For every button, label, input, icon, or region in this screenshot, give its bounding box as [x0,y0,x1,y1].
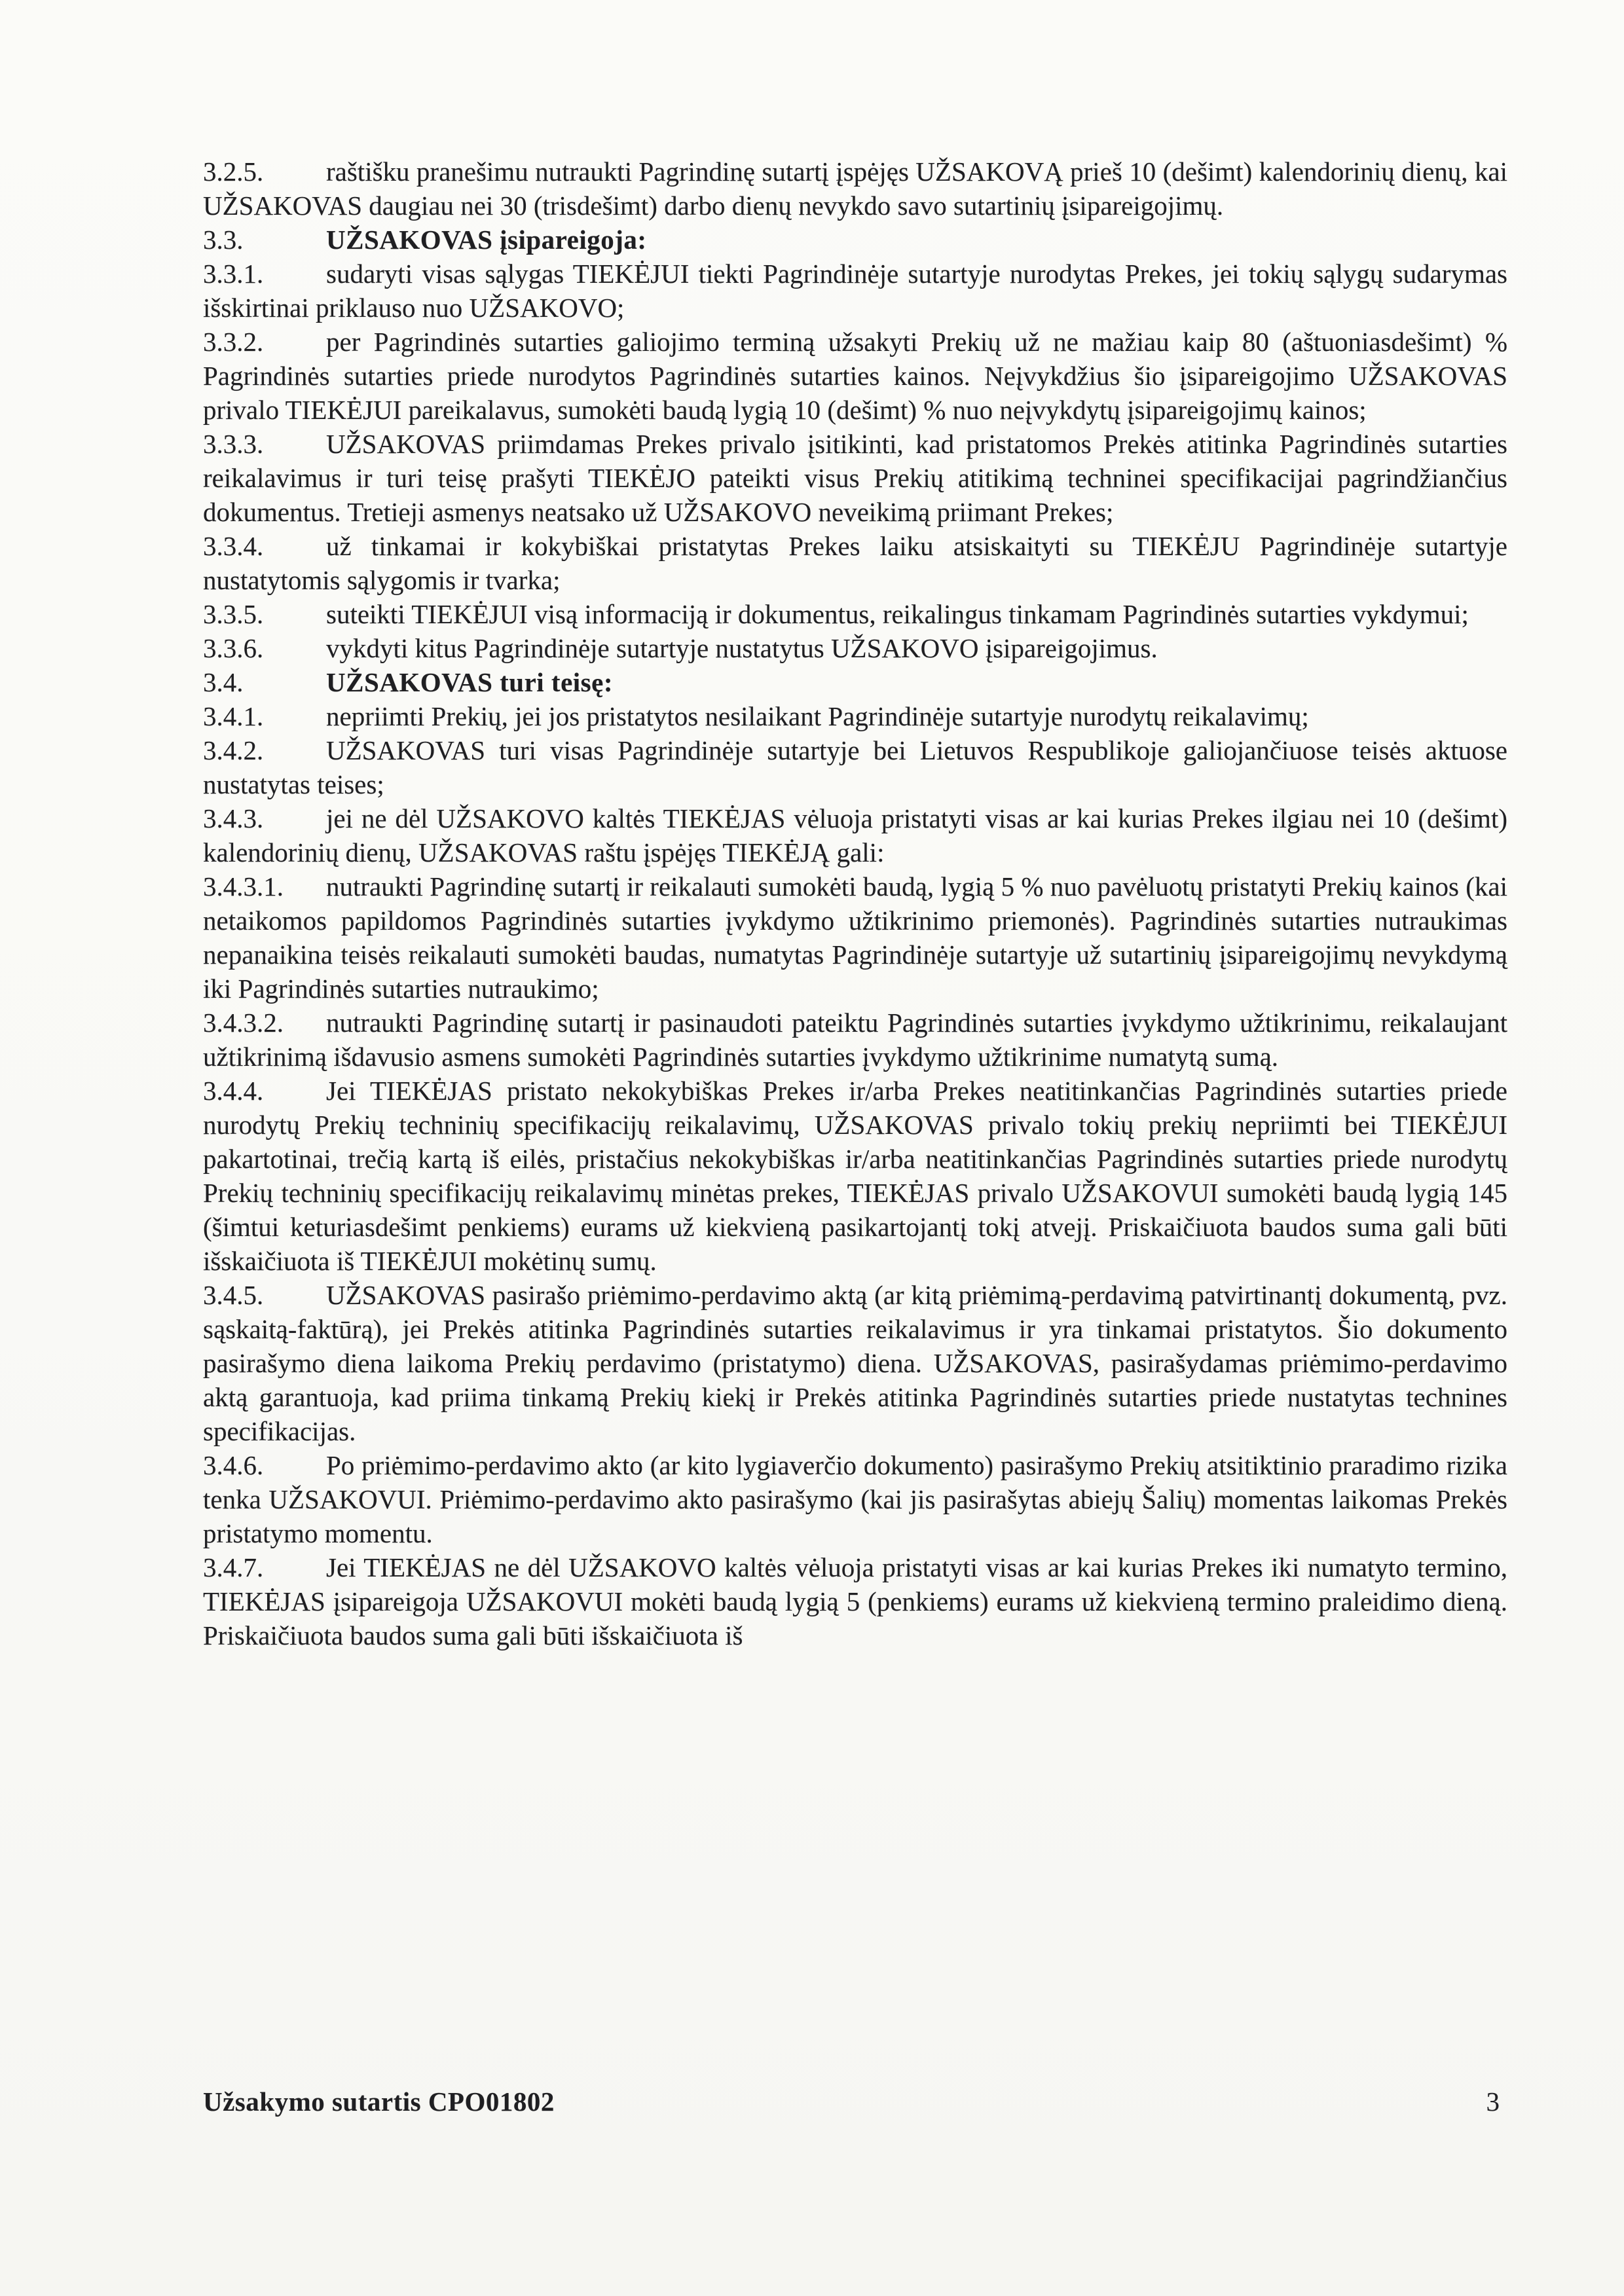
clause-number: 3.4.3. [203,803,264,833]
contract-clause [203,597,1507,631]
clause-number: 3.4.3.1. [203,871,284,902]
contract-clause [203,257,1507,325]
clause-number: 3.4. [203,667,244,697]
page-footer [203,2086,1500,2117]
contract-clause [203,1074,1507,1278]
contract-clause [203,869,1507,1006]
clause-text: jei ne dėl UŽSAKOVO kaltės TIEKĖJAS vėluoja pristatyti visas ar kai kurias Prekes ilgiau nei 10 (dešimt) kalendorinių dienų, UŽSAKOVAS raštu įspėjęs TIEKĖJĄ gali: [203,803,1507,867]
footer-page-number: 3 [1486,2086,1500,2117]
clause-number: 3.3. [203,225,244,255]
clause-number: 3.3.3. [203,429,264,459]
contract-clause [203,529,1507,597]
clause-text: UŽSAKOVAS turi teisę: [326,667,613,697]
clause-text: už tinkamai ir kokybiškai pristatytas Prekes laiku atsiskaityti su TIEKĖJU Pagrindinėje sutartyje nustatytomis sąlygomis ir tvarka; [203,531,1507,595]
contract-clause [203,631,1507,665]
clause-text: nepriimti Prekių, jei jos pristatytos nesilaikant Pagrindinėje sutartyje nurodytų reikalavimų; [326,701,1309,731]
clause-text: suteikti TIEKĖJUI visą informaciją ir dokumentus, reikalingus tinkamam Pagrindinės sutarties vykdymui; [326,599,1469,629]
clause-text: Jei TIEKĖJAS ne dėl UŽSAKOVO kaltės vėluoja pristatyti visas ar kai kurias Prekes iki numatyto termino, TIEKĖJAS įsipareigoja UŽSAKOVUI mokėti baudą lygią 5 (penkiems) eurams už kiekvieną termino praleidimo dieną. Priskaičiuota baudos suma gali būti išskaičiuota iš [203,1552,1507,1650]
contract-clause [203,1006,1507,1074]
contract-clause [203,801,1507,869]
contract-clause [203,325,1507,427]
clause-number: 3.4.5. [203,1280,264,1310]
clause-number: 3.4.2. [203,735,264,765]
clause-text: nutraukti Pagrindinę sutartį ir pasinaudoti pateiktu Pagrindinės sutarties įvykdymo užtikrinimu, reikalaujant užtikrinimą išdavusio asmens sumokėti Pagrindinės sutarties įvykdymo užtikrinime numatytą sumą. [203,1008,1507,1072]
footer-document-id: Užsakymo sutartis CPO01802 [203,2086,555,2117]
contract-clause [203,427,1507,529]
clause-text: vykdyti kitus Pagrindinėje sutartyje nustatytus UŽSAKOVO įsipareigojimus. [326,633,1158,663]
clause-text: nutraukti Pagrindinę sutartį ir reikalauti sumokėti baudą, lygią 5 % nuo pavėluotų pristatyti Prekių kainos (kai netaikomos papildomos Pagrindinės sutarties įvykdymo užtikrinimo priemonės). Pagrindinės sutarties nutraukimas nepanaikina teisės reikalauti sumokėti baudas, numatytas Pagrindinėje sutartyje už sutartinių įsipareigojimų nevykdymą iki Pagrindinės sutarties nutraukimo; [203,871,1507,1004]
clause-number: 3.3.5. [203,599,264,629]
clause-text: Jei TIEKĖJAS pristato nekokybiškas Prekes ir/arba Prekes neatitinkančias Pagrindinės sutarties priede nurodytų Prekių techninių specifikacijų reikalavimų, UŽSAKOVAS privalo tokių prekių nepriimti bei TIEKĖJUI pakartotinai, trečią kartą iš eilės, pristačius nekokybiškas ir/arba neatitinkančias Pagrindinės sutarties priede nurodytų Prekių techninių specifikacijų reikalavimų minėtas prekes, TIEKĖJAS privalo UŽSAKOVUI sumokėti baudą lygią 145 (šimtui keturiasdešimt penkiems) eurams už kiekvieną pasikartojantį tokį atvejį. Priskaičiuota baudos suma gali būti išskaičiuota iš TIEKĖJUI mokėtinų sumų. [203,1076,1507,1276]
clause-text: raštišku pranešimu nutraukti Pagrindinę sutartį įspėjęs UŽSAKOVĄ prieš 10 (dešimt) kalendorinių dienų, kai UŽSAKOVAS daugiau nei 30 (trisdešimt) darbo dienų nevykdo savo sutartinių įsipareigojimų. [203,156,1507,221]
contract-clause [203,665,1507,699]
clause-number: 3.3.2. [203,327,264,357]
contract-clause [203,1550,1507,1652]
clause-text: UŽSAKOVAS turi visas Pagrindinėje sutartyje bei Lietuvos Respublikoje galiojančiuose teisės aktuose nustatytas teises; [203,735,1507,799]
contract-clause [203,733,1507,801]
clause-text: UŽSAKOVAS pasirašo priėmimo-perdavimo aktą (ar kitą priėmimą-perdavimą patvirtinantį dokumentą, pvz. sąskaitą-faktūrą), jei Prekės atitinka Pagrindinės sutarties reikalavimus ir yra tinkamai pristatytos. Šio dokumento pasirašymo diena laikoma Prekių perdavimo (pristatymo) diena. UŽSAKOVAS, pasirašydamas priėmimo-perdavimo aktą garantuoja, kad priima tinkamą Prekių kiekį ir Prekės atitinka Pagrindinės sutarties priede nustatytas technines specifikacijas. [203,1280,1507,1446]
clause-number: 3.4.3.2. [203,1008,284,1038]
clause-text: sudaryti visas sąlygas TIEKĖJUI tiekti Pagrindinėje sutartyje nurodytas Prekes, jei tokių sąlygų sudarymas išskirtinai priklauso nuo UŽSAKOVO; [203,259,1507,323]
clause-number: 3.4.7. [203,1552,264,1582]
clause-number: 3.4.4. [203,1076,264,1106]
clause-number: 3.3.4. [203,531,264,561]
contract-clause [203,223,1507,257]
contract-clause [203,155,1507,223]
clause-number: 3.3.6. [203,633,264,663]
clause-text: Po priėmimo-perdavimo akto (ar kito lygiaverčio dokumento) pasirašymo Prekių atsitiktinio praradimo rizika tenka UŽSAKOVUI. Priėmimo-perdavimo akto pasirašymo (kai jis pasirašytas abiejų Šalių) momentas laikomas Prekės pristatymo momentu. [203,1450,1507,1548]
contract-clause [203,1448,1507,1550]
clause-text: UŽSAKOVAS įsipareigoja: [326,225,647,255]
contract-body [203,155,1507,1652]
clause-text: UŽSAKOVAS priimdamas Prekes privalo įsitikinti, kad pristatomos Prekės atitinka Pagrindinės sutarties reikalavimus ir turi teisę prašyti TIEKĖJO pateikti visus Prekių atitikimą techninei specifikacijai pagrindžiančius dokumentus. Tretieji asmenys neatsako už UŽSAKOVO neveikimą priimant Prekes; [203,429,1507,527]
contract-clause [203,699,1507,733]
clause-number: 3.3.1. [203,259,264,289]
clause-number: 3.4.6. [203,1450,264,1480]
contract-clause [203,1278,1507,1448]
clause-number: 3.4.1. [203,701,264,731]
clause-text: per Pagrindinės sutarties galiojimo terminą užsakyti Prekių už ne mažiau kaip 80 (aštuoniasdešimt) % Pagrindinės sutarties priede nurodytos Pagrindinės sutarties kainos. Neįvykdžius šio įsipareigojimo UŽSAKOVAS privalo TIEKĖJUI pareikalavus, sumokėti baudą lygią 10 (dešimt) % nuo neįvykdytų įsipareigojimų kainos; [203,327,1507,425]
clause-number: 3.2.5. [203,156,264,187]
